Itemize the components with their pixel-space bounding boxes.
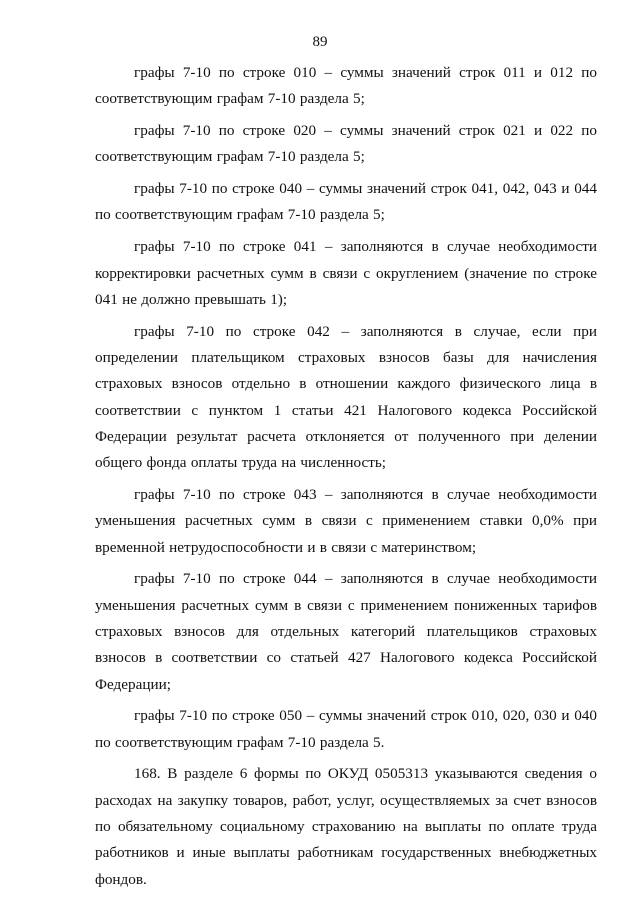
paragraph-line-050: графы 7-10 по строке 050 – суммы значений строк 010, 020, 030 и 040 по соответствующим графам 7-10 раздела 5. bbox=[95, 707, 597, 751]
paragraph-item-168: 168. В разделе 6 формы по ОКУД 0505313 указываются сведения о расходах на закупку товаров, работ, услуг, осуществляемых за счет взносов по обязательному социальному страхованию на выплаты по оплате труда работников и иные выплаты работникам государственных внебюджетных фондов. bbox=[95, 765, 597, 888]
paragraph-line-040: графы 7-10 по строке 040 – суммы значений строк 041, 042, 043 и 044 по соответствующим графам 7-10 раздела 5; bbox=[95, 180, 597, 224]
paragraph-line-010: графы 7-10 по строке 010 – суммы значений строк 011 и 012 по соответствующим графам 7-10 раздела 5; bbox=[95, 64, 597, 108]
paragraph-line-041: графы 7-10 по строке 041 – заполняются в случае необходимости корректировки расчетных сумм в связи с округлением (значение по строке 041 не должно превышать 1); bbox=[95, 238, 597, 308]
paragraph-line-044: графы 7-10 по строке 044 – заполняются в случае необходимости уменьшения расчетных сумм в связи с применением пониженных тарифов страховых взносов для отдельных категорий плательщиков страховых взносов в соответствии со статьей 427 Налогового кодекса Российской Федерации; bbox=[95, 570, 597, 693]
paragraph-line-043: графы 7-10 по строке 043 – заполняются в случае необходимости уменьшения расчетных сумм в связи с применением ставки 0,0% при временной нетрудоспособности и в связи с материнством; bbox=[95, 485, 597, 556]
document-body bbox=[95, 60, 597, 893]
paragraph-line-020: графы 7-10 по строке 020 – суммы значений строк 021 и 022 по соответствующим графам 7-10 раздела 5; bbox=[95, 122, 597, 166]
page-number: 89 bbox=[312, 34, 328, 50]
paragraph-line-042: графы 7-10 по строке 042 – заполняются в случае, если при определении плательщиком страховых взносов базы для начисления страховых взносов отдельно в отношении каждого физического лица в соответствии с пунктом 1 статьи 421 Налогового кодекса Российской Федерации результат расчета отклоняется от полученного при делении общего фонда оплаты труда на численность; bbox=[95, 322, 597, 472]
